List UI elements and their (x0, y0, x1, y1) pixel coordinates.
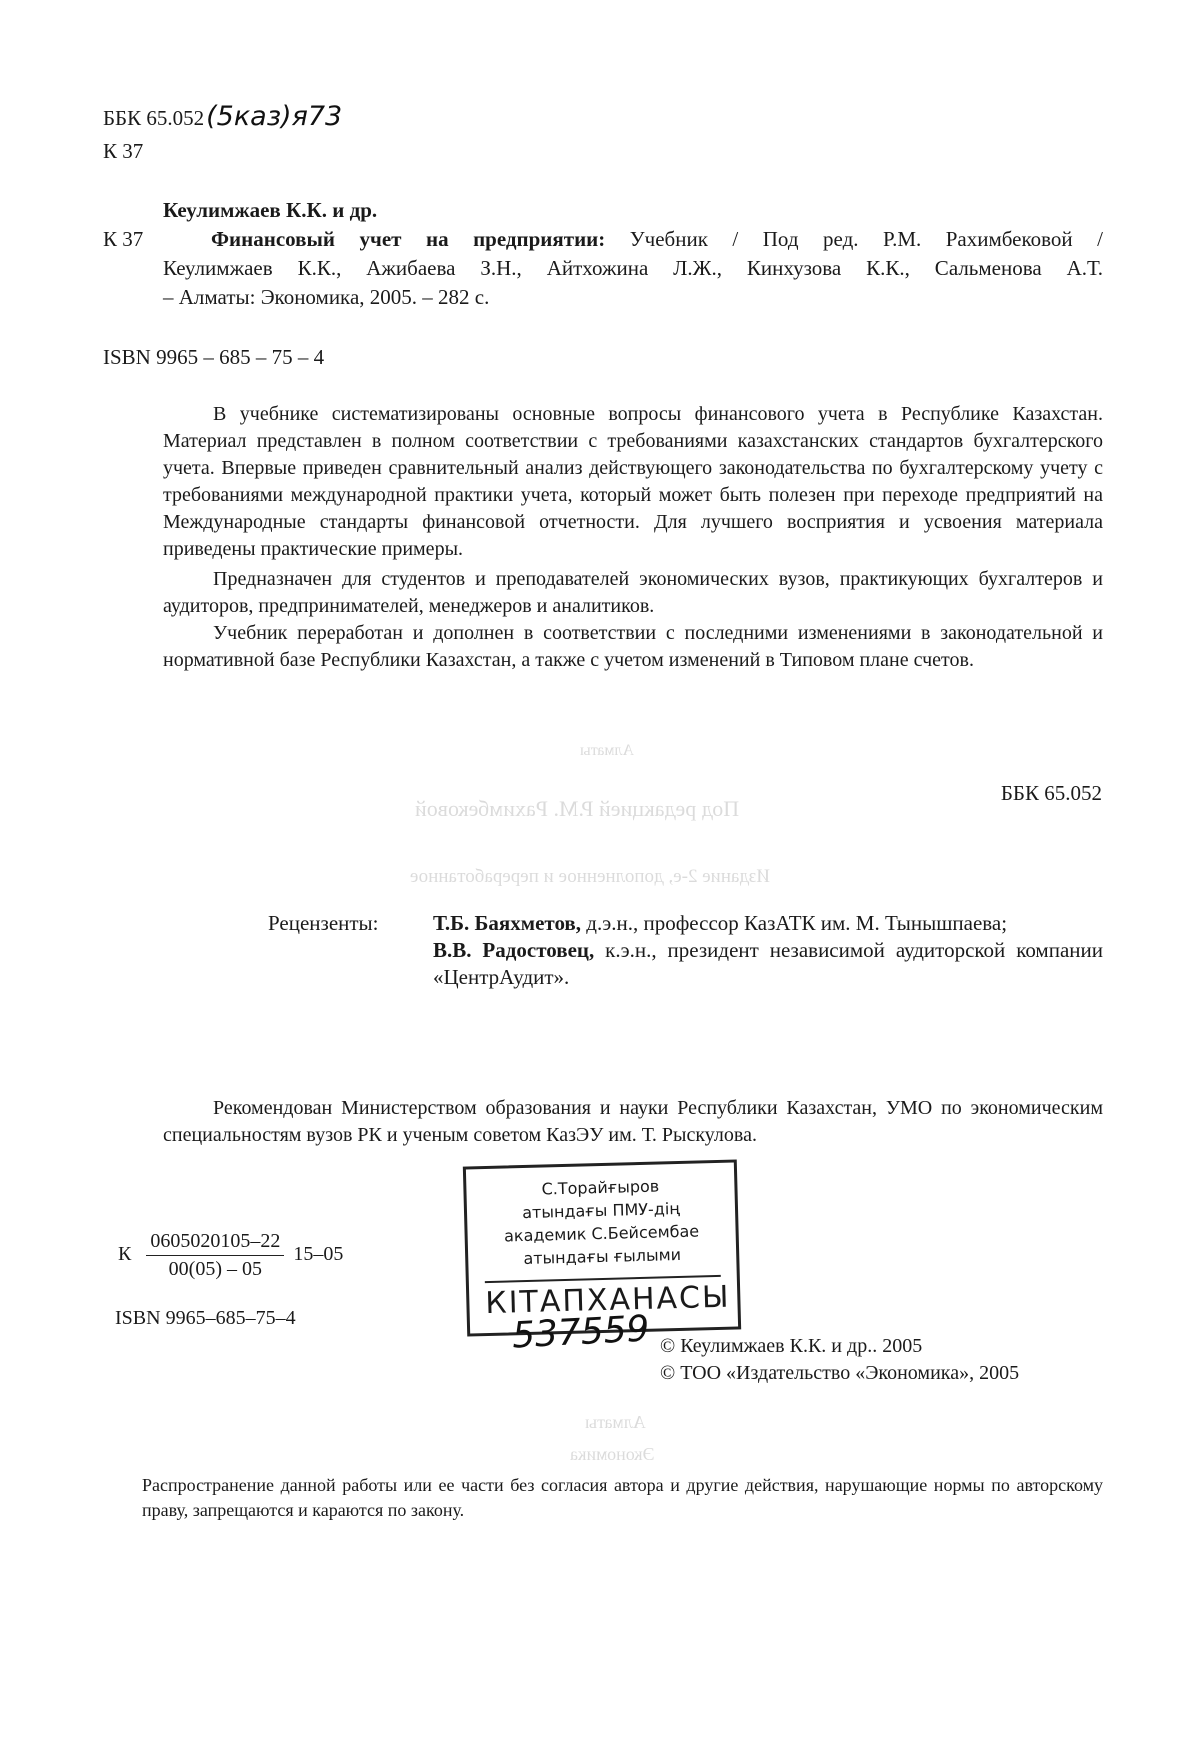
index-block (118, 1228, 343, 1283)
isbn-bottom: ISBN 9965–685–75–4 (115, 1307, 296, 1329)
index-denominator: 00(05) – 05 (168, 1258, 262, 1280)
bib-code: К 37 (103, 227, 144, 251)
index-fraction (146, 1228, 284, 1283)
copyright-1: © Кеулимжаев К.К. и др.. 2005 (660, 1335, 923, 1357)
stamp-line-4: атындағы ғылыми (523, 1244, 682, 1269)
notice-block (142, 1473, 1103, 1523)
bbk-handwritten: (5каз)я73 (206, 101, 343, 132)
reviewer-1-desc: д.э.н., профессор КазАТК им. М. Тынышпаева; (586, 911, 1008, 935)
index-numerator: 0605020105–22 (146, 1228, 284, 1256)
bib-authors-line: Кеулимжаев К.К., Ажибаева З.Н., Айтхожина Л.Ж., Кинхузова К.К., Сальменова А.Т. (163, 256, 1103, 280)
reviewer-2-desc: к.э.н., президент независимой аудиторской компании «ЦентрАудит». (433, 938, 1103, 989)
reviewer-1 (433, 910, 1103, 937)
annotation-paragraph-1: В учебнике систематизированы основные вопросы финансового учета в Республике Казахстан. Материал представлен в полном соответствии с требованиями казахстанских стандартов бухгалтерского учета. Впервые приведен сравнительный анализ действующего законодательства по бухгалтерскому учету с требованиями международной практики учета, который может быть полезен при переходе предприятий на Международные стандарты финансовой отчетности. Для лучшего восприятия и усвоения материала приведены практические примеры. (163, 403, 1103, 560)
stamp-line-1: С.Торайғыров (541, 1176, 660, 1199)
showthrough-line-0: Алматы (580, 742, 634, 759)
stamp-line-3: академик С.Бейсембае (503, 1221, 700, 1246)
reviewer-2-name: В.В. Радостовец, (433, 938, 595, 962)
annotation-paragraph-3: Учебник переработан и дополнен в соответствии с последними изменениями в законодательной и нормативной базе Республики Казахстан, а также с учетом изменений в Типовом плане счетов. (163, 622, 1103, 671)
bbk-printed: ББК 65.052 (103, 106, 205, 130)
reviewers-list (433, 910, 1103, 991)
reviewer-1-name: Т.Б. Баяхметов, (433, 911, 582, 935)
bib-title-line (211, 226, 1103, 253)
index-suffix: 15–05 (293, 1243, 344, 1266)
annotation (163, 401, 1103, 674)
showthrough-line-2: Издание 2-е, дополненное и переработанное (410, 866, 770, 887)
copyright-notice: Распространение данной работы или ее части без согласия автора и другие действия, нарушающие нормы по авторскому праву, запрещаются и караются по закону. (142, 1475, 1103, 1520)
stamp-line-2: атындағы ПМУ-дің (521, 1198, 681, 1223)
bib-imprint: – Алматы: Экономика, 2005. – 282 с. (163, 285, 490, 309)
book-title-rest: Учебник / Под ред. Р.М. Рахимбековой / (629, 227, 1103, 251)
book-title: Финансовый учет на предприятии: (211, 227, 606, 251)
copyright-2: © ТОО «Издательство «Экономика», 2005 (660, 1362, 1020, 1384)
recommendation: Рекомендован Министерством образования и науки Республики Казахстан, УМО по экономическим специальностям вузов РК и ученым советом КазЭУ им. Т. Рыскулова. (163, 1097, 1103, 1146)
authors: Кеулимжаев К.К. и др. (163, 198, 378, 222)
showthrough-line-3: Алматы (585, 1412, 646, 1432)
index-letter: К (118, 1243, 132, 1266)
bbk-right: ББК 65.052 (1000, 781, 1102, 805)
reviewer-2 (433, 937, 1103, 991)
author-code: К 37 (103, 139, 144, 163)
stamp-library: КІТАПХАНАСЫ (485, 1275, 722, 1321)
annotation-paragraph-2: Предназначен для студентов и преподавателей экономических вузов, практикующих бухгалтеров и аудиторов, предпринимателей, менеджеров и аналитиков. (163, 568, 1103, 617)
inventory-number: 537559 (511, 1308, 651, 1357)
showthrough-line-4: Экономика (570, 1444, 655, 1464)
isbn-top: ISBN 9965 – 685 – 75 – 4 (103, 345, 325, 369)
bbk-header (103, 103, 342, 132)
recommendation-block (163, 1095, 1103, 1149)
showthrough-line-1: Под редакцией Р.М. Рахимбековой (415, 796, 740, 821)
reviewers-label: Рецензенты: (268, 911, 379, 935)
